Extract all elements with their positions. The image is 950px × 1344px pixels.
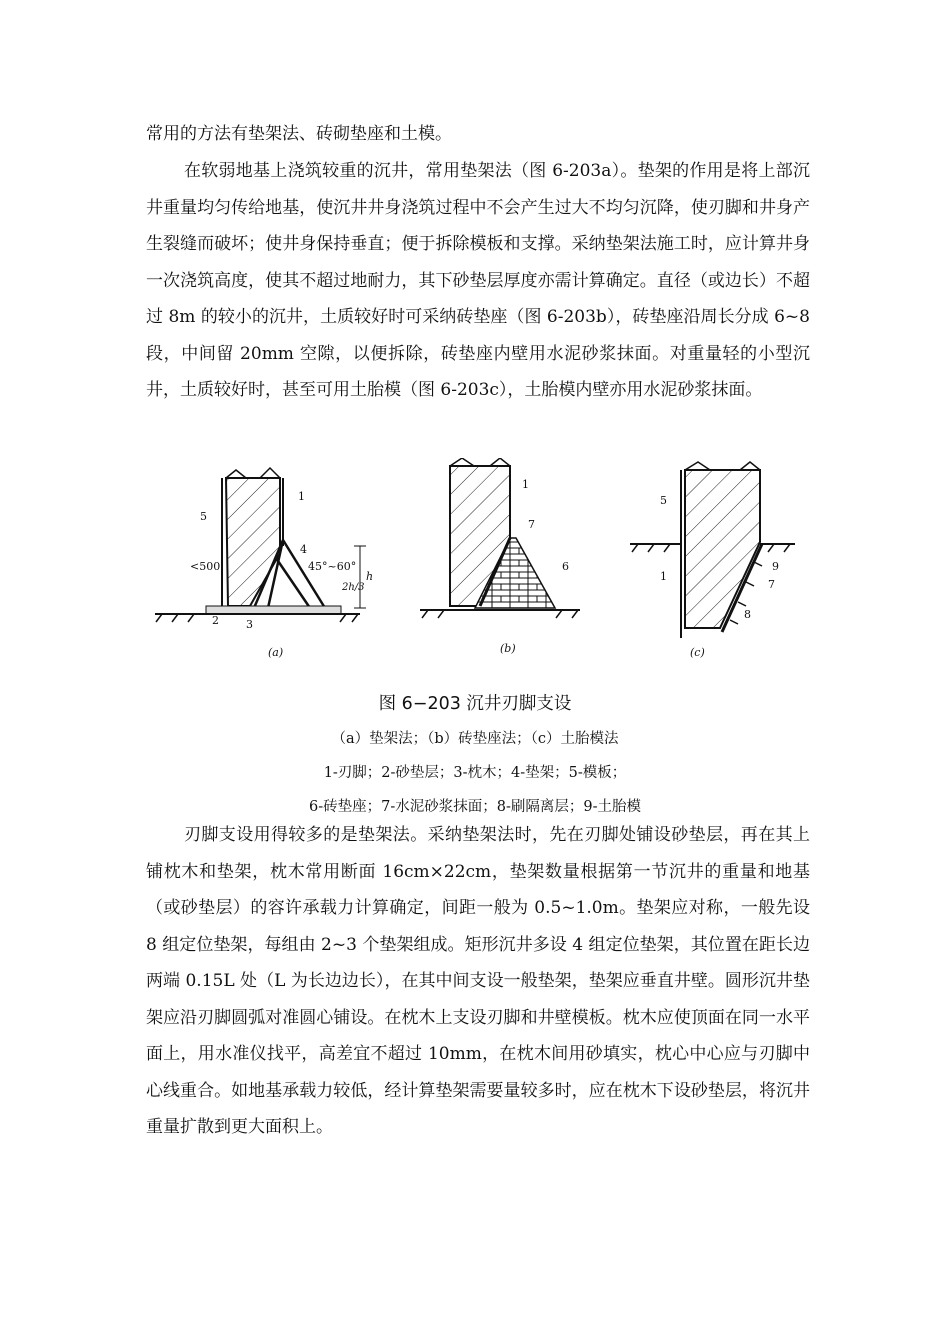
dim-2h3-label: 2h/3 [342,582,365,593]
dim-angle-label: 45°~60° [308,560,357,573]
panel-b [420,458,580,655]
panel-c [630,462,795,659]
callout-c-1: 1 [660,570,667,583]
callout-a-5: 5 [200,510,207,523]
callout-b-1: 1 [522,478,529,491]
figure-6-203 [150,458,800,668]
figure-caption-legend-1: 1-刃脚；2-砂垫层；3-枕木；4-垫架；5-模板； [323,765,627,781]
panel-a [155,468,373,659]
figure-drawing [150,458,800,668]
callout-a-3: 3 [246,618,253,631]
callout-c-8: 8 [744,608,751,621]
callout-a-1: 1 [298,490,305,503]
callout-b-6: 6 [562,560,569,573]
wall-c [685,470,760,628]
figure-caption-legend-2: 6-砖垫座；7-水泥砂浆抹面；8-刷隔离层；9-土胎模 [309,799,641,815]
panel-a-label: (a) [268,646,284,659]
figure-caption-title: 图 6−203 沉井刃脚支设 [378,694,572,714]
panel-b-label: (b) [500,642,516,655]
paragraph-detail: 刃脚支设用得较多的是垫架法。采纳垫架法时，先在刃脚处铺设砂垫层，再在其上铺枕木和垫架，枕木常用断面 16cm×22cm，垫架数量根据第一节沉井的重量和地基（或砂垫层）的容许承载力计算确定，间距一般为 0.5~1.0m。垫架应对称，一般先设 8 组定位垫架，每组由 2~3 个垫架组成。矩形沉井多设 4 组定位垫架，其位置在距长边两端 0.15L 处（L 为长边边长），在其中间支设一般垫架，垫架应垂直井壁。圆形沉井垫架应沿刃脚圆弧对准圆心铺设。在枕木上支设刃脚和井壁模板。枕木应使顶面在同一水平面上，用水准仪找平，高差宜不超过 10mm，在枕木间用砂填实，枕心中心应与刃脚中心线重合。如地基承载力较低，经计算垫架需要量较多时，应在枕木下设砂垫层，将沉井重量扩散到更大面积上。 [146,825,810,1137]
dim-h-label: h [366,570,374,583]
dim-width-label: <500 [190,560,221,573]
sand-bed-a [206,606,341,614]
callout-b-7: 7 [528,518,535,531]
paragraph-intro: 常用的方法有垫架法、砖砌垫座和土模。 [146,124,452,144]
panel-c-label: (c) [690,646,705,659]
callout-c-9: 9 [772,560,779,573]
paragraph-method: 在软弱地基上浇筑较重的沉井，常用垫架法（图 6-203a）。垫架的作用是将上部沉井重量均匀传给地基，使沉井井身浇筑过程中不会产生过大不均匀沉降，使刃脚和井身产生裂缝而破坏；使井身保持垂直；便于拆除模板和支撑。采纳垫架法施工时，应计算井身一次浇筑高度，使其不超过地耐力，其下砂垫层厚度亦需计算确定。直径（或边长）不超过 8m 的较小的沉井，土质较好时可采纳砖垫座（图 6-203b），砖垫座沿周长分成 6~8 段，中间留 20mm 空隙，以便拆除，砖垫座内壁用水泥砂浆抹面。对重量轻的小型沉井，土质较好时，甚至可用土胎模（图 6-203c），土胎模内壁亦用水泥砂浆抹面。 [146,161,810,400]
callout-c-7: 7 [768,578,775,591]
figure-caption-methods: （a）垫架法；（b）砖垫座法；（c）土胎模法 [331,731,619,747]
callout-a-4: 4 [300,543,307,556]
callout-a-2: 2 [212,614,219,627]
callout-c-5: 5 [660,494,667,507]
